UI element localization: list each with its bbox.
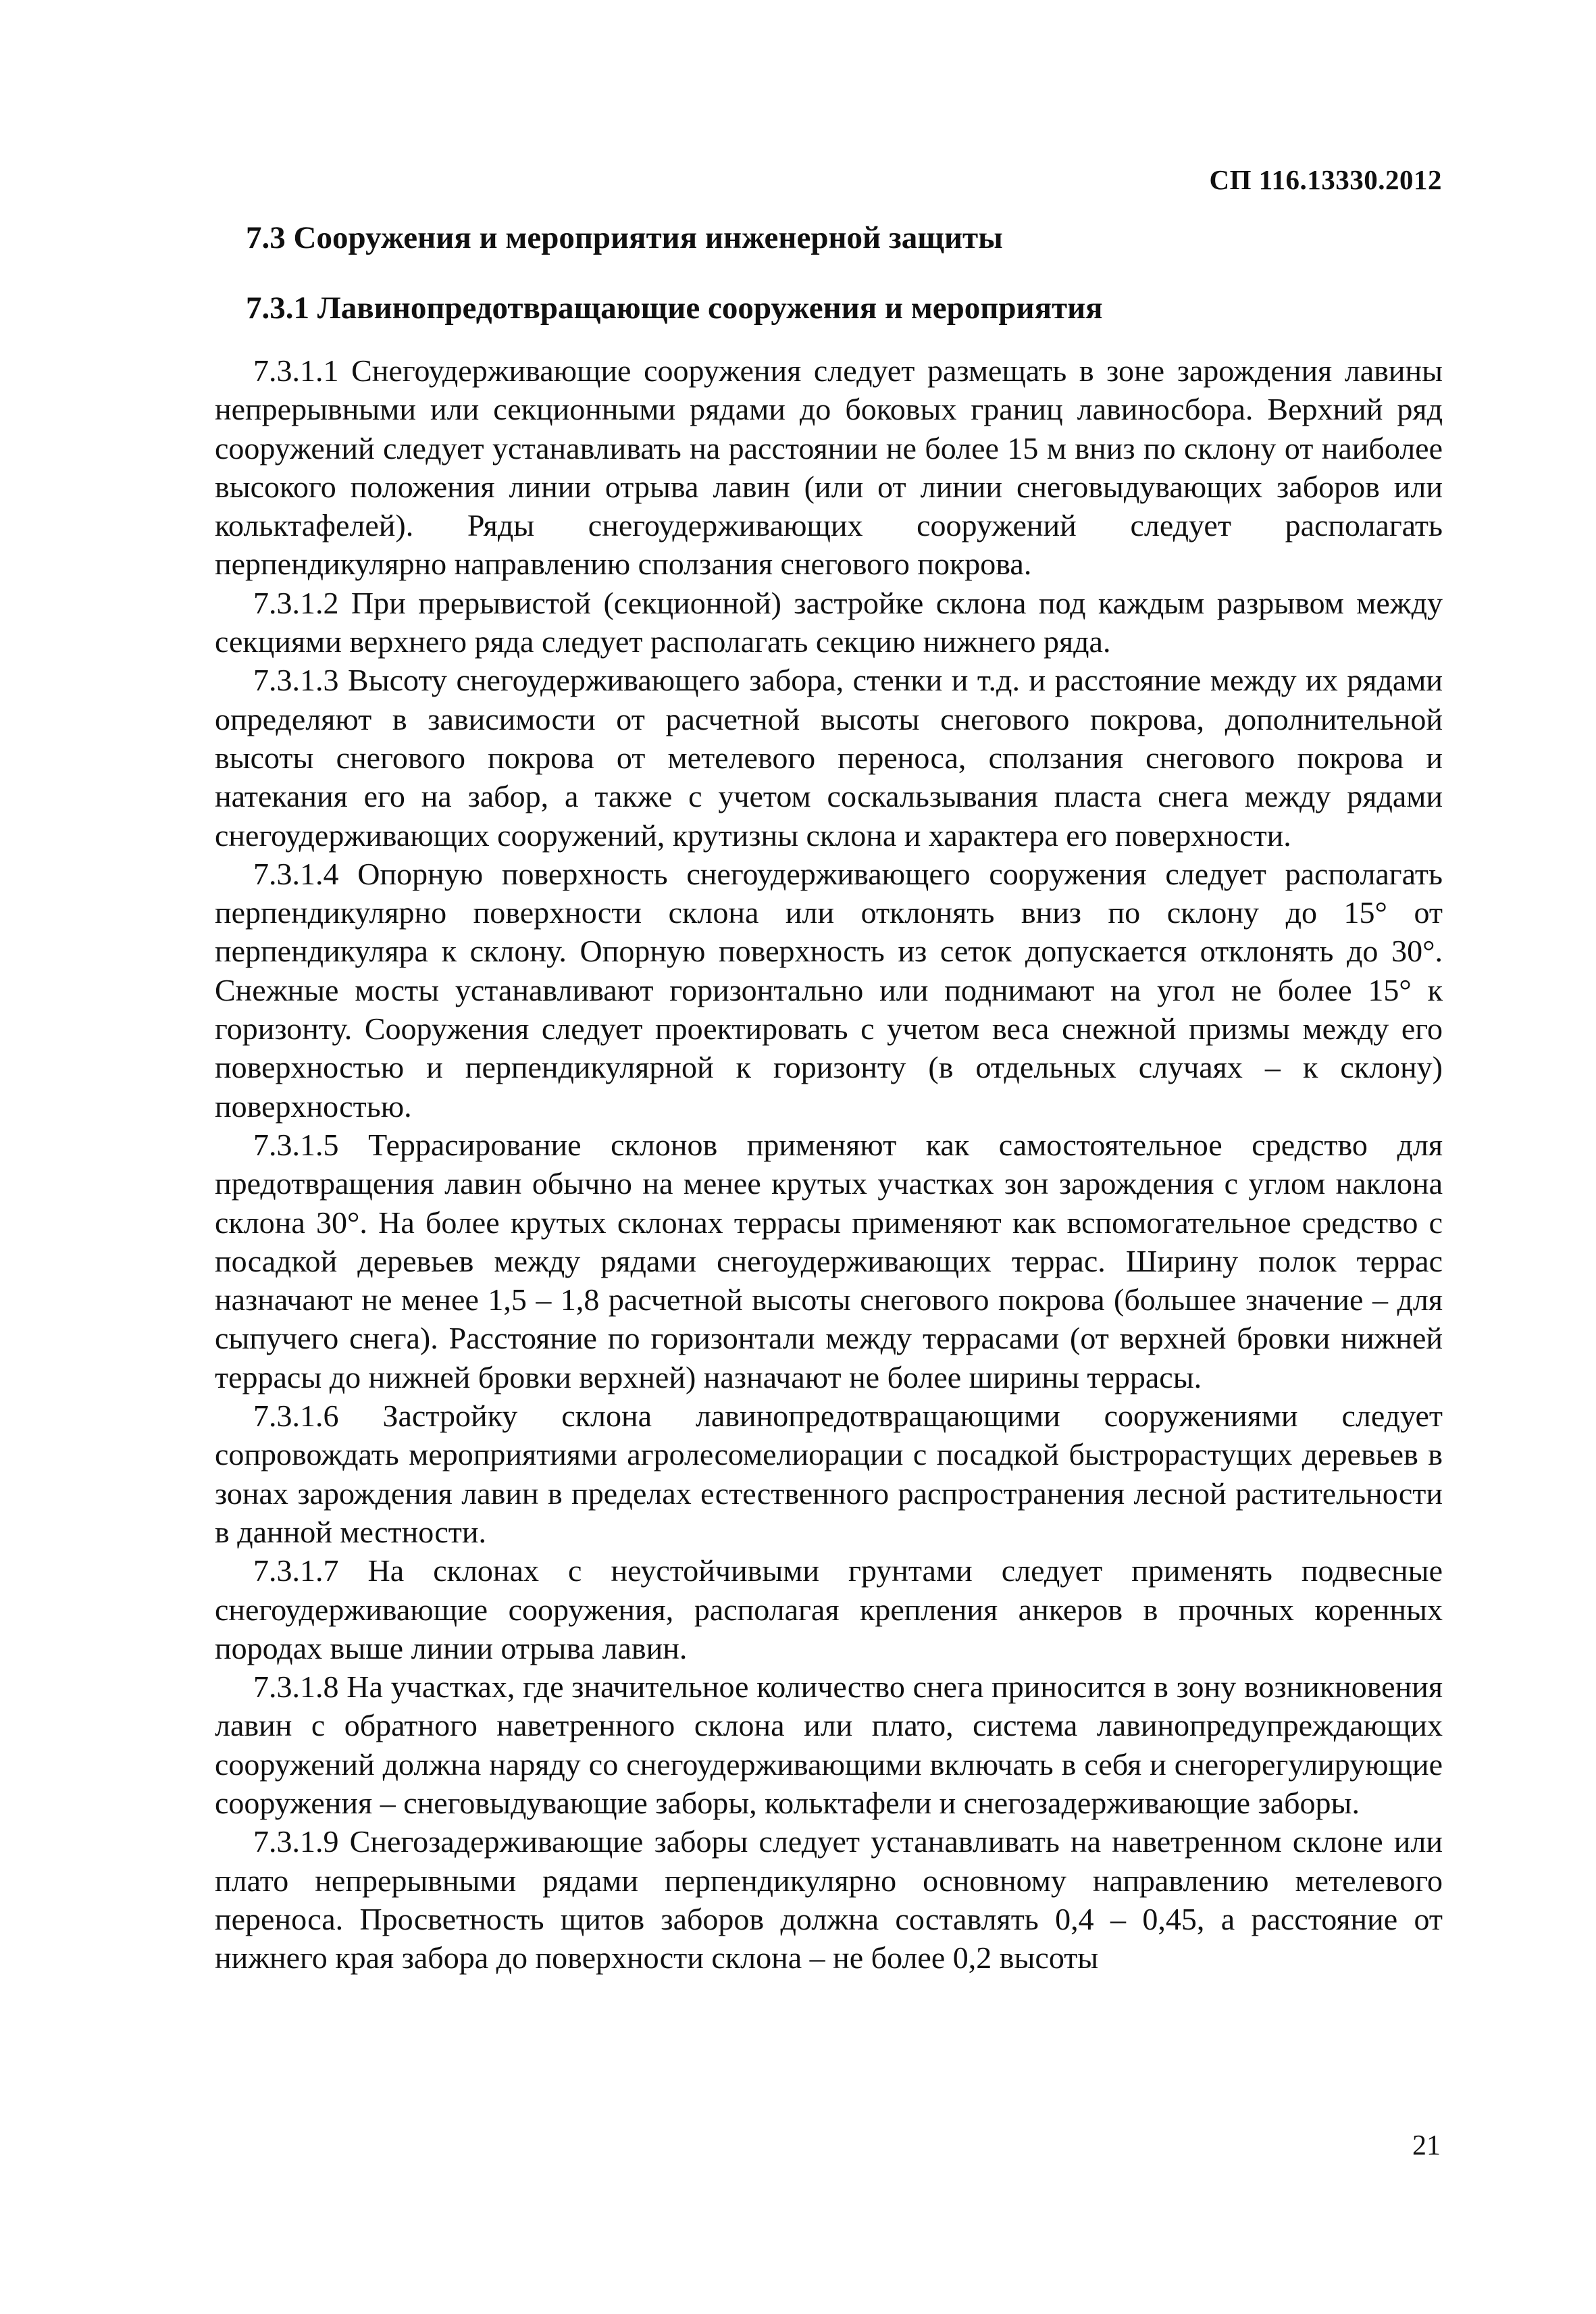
page-content: [215, 218, 1443, 1977]
paragraph-number: 7.3.1.7: [253, 1553, 339, 1588]
document-code: СП 116.13330.2012: [1209, 164, 1442, 195]
paragraph-number: 7.3.1.6: [253, 1399, 339, 1434]
paragraph-text: Снегозадерживающие заборы следует устанавливать на наветренном склоне или плато непрерывными рядами перпендикулярно основному направлению метелевого переноса. Просветность щитов заборов должна составлять 0,4 – 0,45, а расстояние от нижнего края забора до поверхности склона – не более 0,2 высоты: [215, 1824, 1443, 1976]
paragraph-number: 7.3.1.2: [253, 585, 339, 620]
paragraph-7-3-1-4: [215, 855, 1443, 1126]
paragraph-7-3-1-2: [215, 584, 1443, 661]
paragraph-text: Снегоудерживающие сооружения следует размещать в зоне зарождения лавины непрерывными или секционными рядами до боковых границ лавиносбора. Верхний ряд сооружений следует устанавливать на расстоянии не более 15 м вниз по склону от наиболее высокого положения линии отрыва лавин (или от линии снеговыдувающих заборов или кольктафелей). Ряды снегоудерживающих сооружений следует располагать перпендикулярно направлению сползания снегового покрова.: [215, 353, 1443, 582]
section-heading-7-3-1: 7.3.1 Лавинопредотвращающие сооружения и мероприятия: [246, 291, 1103, 326]
paragraph-number: 7.3.1.8: [253, 1669, 339, 1705]
paragraph-text: Высоту снегоудерживающего забора, стенки и т.д. и расстояние между их рядами определяют в зависимости от расчетной высоты снегового покрова, дополнительной высоты снегового покрова от метелевого переноса, сползания снегового покрова и натекания его на забор, а также с учетом соскальзывания пласта снега между рядами снегоудерживающих сооружений, крутизны склона и характера его поверхности.: [215, 663, 1443, 853]
paragraph-text: На участках, где значительное количество снега приносится в зону возникновения лавин с обратного наветренного склона или плато, система лавинопредупреждающих сооружений должна наряду со снегоудерживающими включать в себя и снегорегулирующие сооружения – снеговыдувающие заборы, кольктафели и снегозадерживающие заборы.: [215, 1669, 1443, 1820]
paragraph-7-3-1-5: [215, 1126, 1443, 1397]
paragraph-text: Застройку склона лавинопредотвращающими сооружениями следует сопровождать мероприятиями агролесомелиорации с посадкой быстрорастущих деревьев в зонах зарождения лавин в пределах естественного распространения лесной растительности в данной местности.: [215, 1399, 1443, 1549]
paragraph-text: При прерывистой (секционной) застройке склона под каждым разрывом между секциями верхнего ряда следует располагать секцию нижнего ряда.: [215, 585, 1443, 659]
paragraph-text: Террасирование склонов применяют как самостоятельное средство для предотвращения лавин обычно на менее крутых участках зон зарождения с углом наклона склона 30°. На более крутых склонах террасы применяют как вспомогательное средство с посадкой деревьев между рядами снегоудерживающих террас. Ширину полок террас назначают не менее 1,5 – 1,8 расчетной высоты снегового покрова (большее значение – для сыпучего снега). Расстояние по горизонтали между террасами (от верхней бровки нижней террасы до нижней бровки верхней) назначают не более ширины террасы.: [215, 1127, 1443, 1394]
paragraph-7-3-1-1: [215, 351, 1443, 584]
paragraph-text: Опорную поверхность снегоудерживающего сооружения следует располагать перпендикулярно поверхности склона или отклонять вниз по склону до 15° от перпендикуляра к склону. Опорную поверхность из сеток допускается отклонять до 30°. Снежные мосты устанавливают горизонтально или поднимают на угол не более 15° к горизонту. Сооружения следует проектировать с учетом веса снежной призмы между его поверхностью и перпендикулярной к горизонту (в отдельных случаях – к склону) поверхностью.: [215, 856, 1443, 1124]
paragraph-number: 7.3.1.9: [253, 1824, 339, 1859]
paragraph-7-3-1-9: [215, 1822, 1443, 1977]
page-number: 21: [1412, 2130, 1441, 2161]
paragraph-7-3-1-7: [215, 1551, 1443, 1667]
paragraph-number: 7.3.1.3: [253, 663, 339, 698]
paragraph-number: 7.3.1.1: [253, 353, 339, 388]
paragraph-7-3-1-8: [215, 1667, 1443, 1822]
paragraph-7-3-1-6: [215, 1397, 1443, 1551]
paragraph-number: 7.3.1.4: [253, 856, 339, 891]
section-heading-7-3: 7.3 Сооружения и мероприятия инженерной защиты: [246, 220, 1003, 255]
paragraph-7-3-1-3: [215, 661, 1443, 854]
paragraph-number: 7.3.1.5: [253, 1127, 339, 1162]
paragraph-text: На склонах с неустойчивыми грунтами следует применять подвесные снегоудерживающие сооружения, располагая крепления анкеров в прочных коренных породах выше линии отрыва лавин.: [215, 1553, 1443, 1665]
